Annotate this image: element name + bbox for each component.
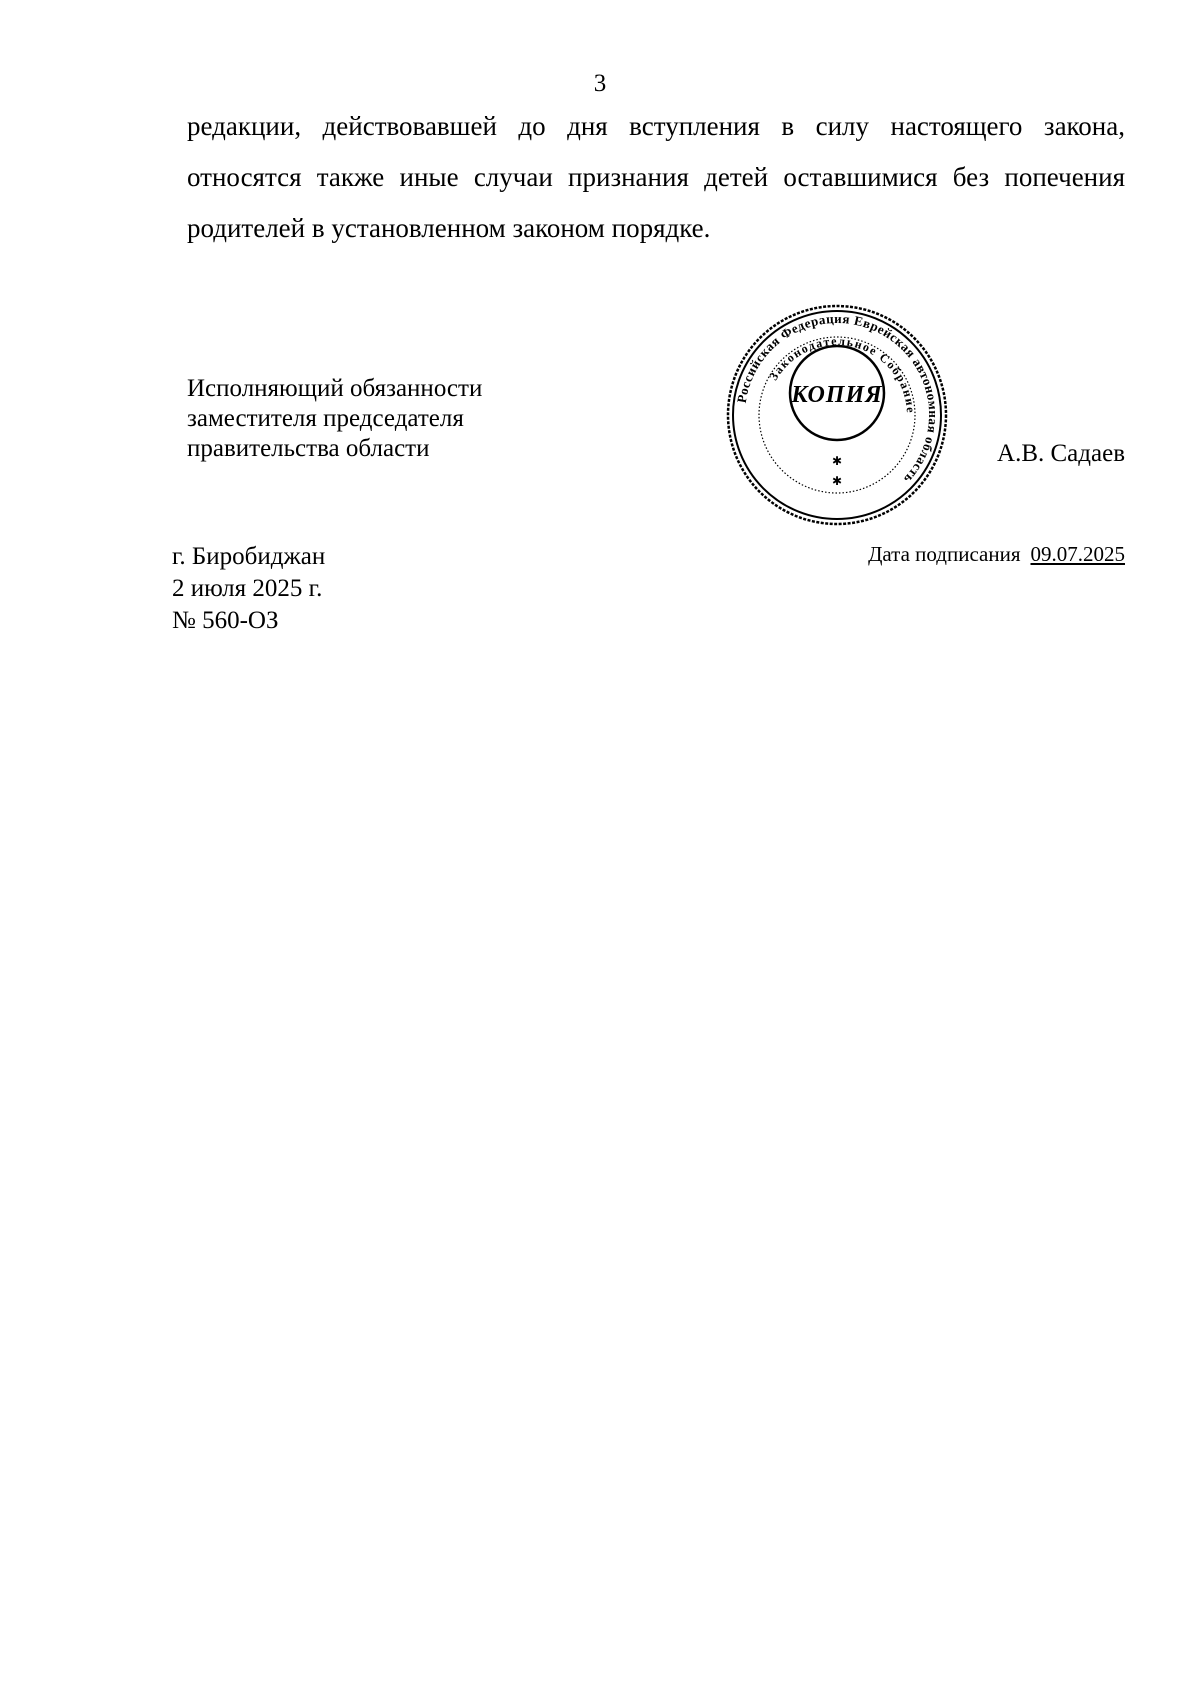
signer-title-line: заместителя председателя: [187, 405, 464, 432]
seal-center-text: КОПИЯ: [791, 382, 883, 408]
seal-star-icon: ✱: [831, 474, 843, 488]
paragraph-line: родителей в установленном законом порядке.: [187, 213, 711, 243]
law-number: № 560-ОЗ: [172, 607, 279, 634]
seal-outer-text-path: Российская Федерация Еврейская автономная область: [733, 310, 942, 488]
seal-inner-text-path: Законодательное Собрание: [766, 333, 919, 415]
seal-star-icon: ✱: [831, 454, 843, 468]
signer-title: [187, 374, 482, 464]
signing-date-value: 09.07.2025: [1030, 542, 1125, 566]
paragraph-line: относятся также иные случаи признания детей оставшимися без попечения: [187, 162, 1125, 192]
official-seal: [724, 302, 950, 528]
signer-title-line: правительства области: [187, 435, 430, 462]
paragraph-line: редакции, действовавшей до дня вступления в силу настоящего закона,: [187, 111, 1125, 141]
law-date: 2 июля 2025 г.: [172, 575, 323, 602]
city: г. Биробиджан: [172, 543, 326, 570]
page-number: 3: [593, 70, 607, 97]
signing-date: [868, 542, 1125, 567]
place-block: [172, 541, 325, 637]
paragraph: [187, 101, 1125, 254]
signer-name: А.В. Садаев: [997, 440, 1125, 467]
signing-date-label: Дата подписания: [868, 542, 1021, 566]
signer-title-line: Исполняющий обязанности: [187, 375, 483, 402]
